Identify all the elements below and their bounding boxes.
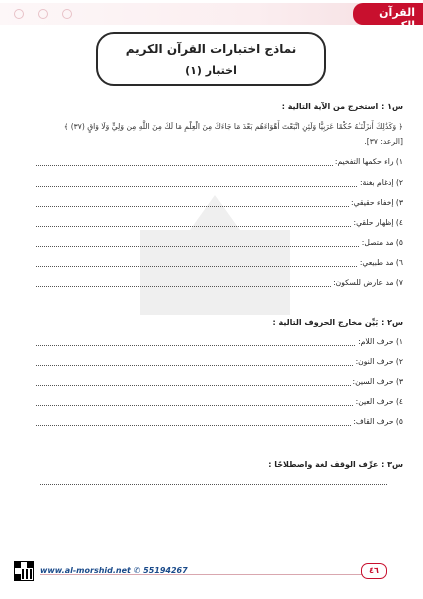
brand-tab — [353, 3, 423, 32]
decor-circle-icon — [62, 9, 72, 19]
item-label: ١) حرف اللام: — [358, 337, 403, 346]
qr-code-icon — [14, 561, 34, 581]
question-3-heading: س٣ : عرِّف الوقف لغة واصطلاحًا : — [268, 460, 403, 469]
answer-line[interactable] — [36, 266, 403, 267]
answer-line[interactable] — [36, 246, 403, 247]
item-label: ٢) حرف النون: — [355, 357, 403, 366]
page-number: ٤٦ — [361, 563, 387, 579]
answer-line[interactable] — [36, 405, 403, 406]
answer-item — [36, 258, 403, 270]
item-label: ٤) حرف العين: — [355, 397, 403, 406]
answer-item — [36, 377, 403, 389]
answer-line[interactable] — [36, 226, 403, 227]
answer-line[interactable] — [36, 186, 403, 187]
item-label: ٤) إظهار حلقي: — [353, 218, 403, 227]
item-label: ٢) إدغام بغنة: — [359, 178, 403, 187]
item-label: ٦) مد طبيعي: — [359, 258, 403, 267]
answer-line[interactable] — [36, 385, 403, 386]
title-frame — [96, 32, 326, 86]
item-label: ٣) إخفاء حقيقي: — [351, 198, 403, 207]
item-label: ٣) حرف السين: — [352, 377, 403, 386]
website-label[interactable]: www.al-morshid.net ✆ 55194267 — [40, 566, 188, 575]
answer-line[interactable] — [36, 365, 403, 366]
answer-line[interactable] — [36, 206, 403, 207]
answer-item — [36, 357, 403, 369]
item-label: ١) راء حكمها التفخيم: — [334, 157, 403, 166]
answer-item — [36, 397, 403, 409]
answer-line[interactable] — [36, 345, 403, 346]
answer-item — [36, 198, 403, 210]
quran-verse: ﴿ وَكَذَٰلِكَ أَنزَلْنَـٰهُ حُكْمًا عَرَبِيًّا وَلَئِنِ اتَّبَعْتَ أَهْوَاءَهُم بَعْدَ مَا جَاءَكَ مِنَ الْعِلْمِ مَا لَكَ مِنَ اللَّهِ مِن وَلِيٍّ وَلَا وَاقٍ (٣٧) ﴾ — [63, 122, 403, 131]
brand-label: القرآن الكريم — [379, 6, 415, 32]
answer-item — [36, 337, 403, 349]
answer-item — [36, 178, 403, 190]
answer-item — [36, 157, 403, 169]
exam-number: اختبار (١) — [185, 64, 237, 77]
answer-item — [36, 417, 403, 429]
answer-item — [36, 278, 403, 290]
answer-item — [36, 218, 403, 230]
item-label: ٧) مد عارض للسكون: — [333, 278, 403, 287]
page-title: نماذج اختبارات القرآن الكريم — [125, 42, 297, 56]
verse-reference: [الرعد: ٣٧]. — [364, 137, 403, 146]
item-label: ٥) مد متصل: — [361, 238, 403, 247]
answer-line[interactable] — [40, 484, 387, 485]
item-label: ٥) حرف القاف: — [353, 417, 403, 426]
decor-circle-icon — [38, 9, 48, 19]
answer-item — [36, 238, 403, 250]
decor-circle-icon — [14, 9, 24, 19]
answer-line[interactable] — [36, 425, 403, 426]
question-2-heading: س٢ : بَيِّن مخارج الحروف التالية : — [272, 318, 403, 327]
question-1-heading: س١ : استخرج من الآية التالية : — [281, 102, 403, 111]
